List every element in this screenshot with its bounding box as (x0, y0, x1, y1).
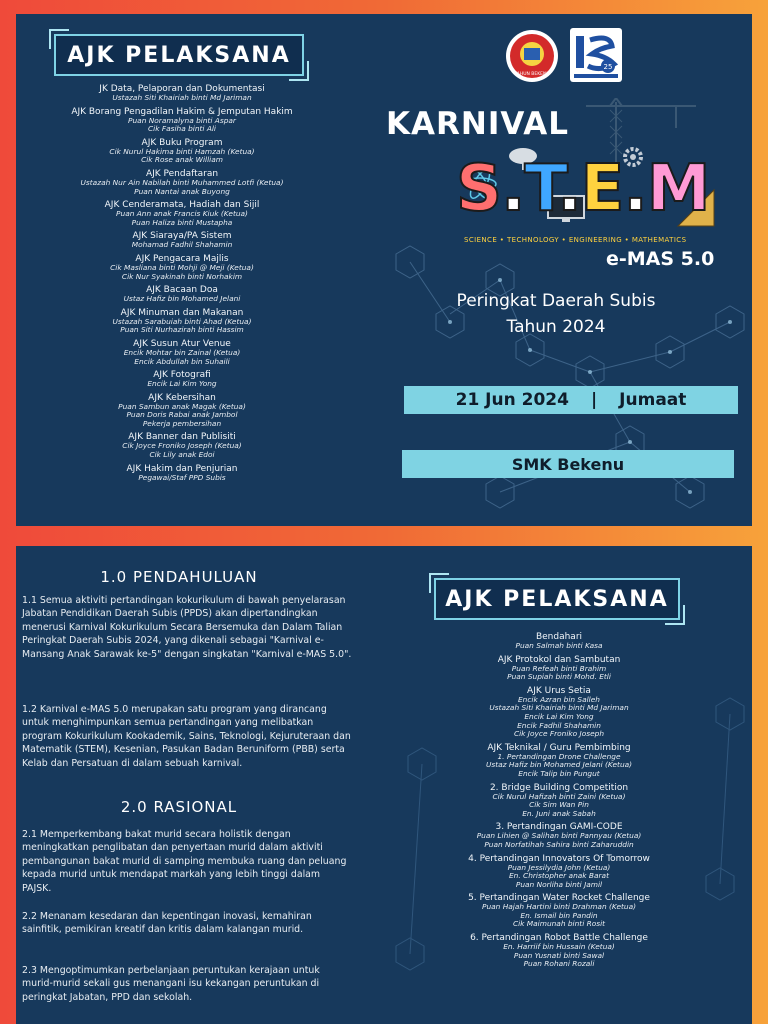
committee-group (32, 200, 332, 227)
committee-member: En. Ismail bin Pandin (520, 910, 598, 920)
committee-group (32, 138, 332, 165)
committee-title: AJK Protokol dan Sambutan (497, 654, 621, 665)
committee-group (32, 231, 332, 250)
committee-group (32, 169, 332, 196)
committee-title: AJK Susun Atur Venue (133, 338, 231, 349)
school-logo-text: TAHUN BEKENU (514, 72, 550, 77)
tahun-text: Tahun 2024 (506, 317, 606, 337)
school-logo (504, 28, 560, 84)
committee-member: Puan Refeah binti Brahim (511, 663, 607, 673)
committee-member: Puan Haliza binti Mustapha (131, 217, 233, 227)
committee-member: Puan Supiah binti Mohd. Etli (507, 672, 611, 682)
ajk-pelaksana-title: AJK PELAKSANA (434, 578, 680, 620)
committee-member: Cik Rose anak William (141, 155, 223, 165)
ppd-logo (570, 28, 622, 82)
committee-member: Cik Joyce Froniko Joseph (Ketua) (122, 441, 242, 451)
date-banner (404, 386, 738, 414)
committee-title: AJK Banner dan Publisiti (128, 432, 236, 443)
committee-title: AJK Kebersihan (148, 392, 216, 403)
committee-group (404, 822, 714, 849)
committee-group (32, 432, 332, 459)
committee-group (32, 370, 332, 389)
pendahuluan-heading: 1.0 PENDAHULUAN (100, 568, 258, 586)
committee-member: Ustazah Siti Khairiah binti Md Jariman (489, 703, 629, 713)
committee-member: Cik Sim Wan Pin (529, 800, 589, 810)
committee-list-front (32, 84, 332, 486)
committee-group (404, 783, 714, 819)
brochure-inside-panel (16, 546, 752, 1024)
committee-title: AJK Minuman dan Makanan (120, 307, 244, 318)
committee-member: Puan Noramalyna binti Aspar (128, 115, 236, 125)
committee-title: Bendahari (535, 632, 583, 642)
committee-title: 5. Pertandingan Water Rocket Challenge (468, 893, 650, 904)
committee-group (32, 308, 332, 335)
committee-member: Puan Norfatihah Sahira binti Zaharuddin (484, 839, 634, 849)
committee-member: Mohamad Fadhil Shahamin (131, 240, 233, 250)
stem-letter: . (623, 152, 647, 226)
peringkat-text: Peringkat Daerah Subis (456, 291, 656, 311)
committee-member: Ustaz Hafiz bin Mohamed Jelani (123, 294, 241, 304)
committee-group (32, 393, 332, 429)
committee-member: Cik Nur Syakinah binti Norhakim (121, 271, 243, 281)
paragraph-2-2: 2.2 Menanam kesedaran dan kepentingan inovasi, kemahiran sainfitik, pemikiran kreatif dan kritis dalam kalangan murid. (22, 911, 312, 936)
committee-member: Cik Joyce Froniko Joseph (513, 729, 605, 739)
committee-group (32, 254, 332, 281)
event-level (436, 288, 676, 340)
committee-group (404, 655, 714, 682)
committee-title: AJK Teknikal / Guru Pembimbing (487, 742, 631, 753)
committee-member: Puan Ann anak Francis Kiuk (Ketua) (116, 209, 248, 219)
committee-group (404, 854, 714, 890)
emas-label: e-MAS 5.0 (606, 248, 715, 270)
ajk-pelaksana-title: AJK PELAKSANA (54, 34, 304, 76)
committee-title: AJK Borang Pengadilan Hakim & Jemputan Hakim (71, 106, 293, 117)
committee-group (404, 933, 714, 969)
committee-member: Ustazah Nur Ain Nabilah binti Muhammed Lotfi (Ketua) (80, 177, 284, 187)
committee-title: 3. Pertandingan GAMI-CODE (495, 822, 623, 833)
committee-title: AJK Pengacara Majlis (135, 253, 229, 264)
stem-letter: E (580, 152, 624, 226)
date-separator: | (590, 390, 598, 410)
committee-group (32, 464, 332, 483)
committee-member: Pekerja pembersihan (142, 418, 222, 428)
committee-member: Encik Lai Kim Yong (524, 711, 594, 721)
committee-title: AJK Urus Setia (527, 685, 591, 696)
committee-member: Puan Nantai anak Buyong (134, 186, 230, 196)
paragraph-2-1: 2.1 Memperkembang bakat murid secara holistik dengan meningkatkan penglibatan dan penyertaan murid dalam aktiviti pembangunan bakat murid di samping membuka ruang dan peluang kepada murid untuk mendapat markah yang lebih tinggi dalam PAJSK. (22, 829, 347, 894)
paragraph-1-1: 1.1 Semua aktiviti pertandingan kokurikulum di bawah penyelarasan Jabatan Pendidikan Daerah Subis (PPDS) akan dipertandingkan menerusi Karnival Kokurikulum Secara Bersemuka dan Dalam Talian Peringkat Daerah Subis 2024, yang dikenali sebagai "Karnival e-Mansang Anak Sarawak ke-5" dengan singkatan "Karnival e-MAS 5.0". (22, 595, 352, 660)
paragraph-1-2: 1.2 Karnival e-MAS 5.0 merupakan satu program yang dirancang untuk menghimpunkan semua pertandingan yang melibatkan program Kokurikulum Kookademik, Sains, Teknologi, Kejuruteraan dan Matematik (STEM), Kesenian, Pasukan Badan Beruniform (PBB) serta Kelab dan Persatuan di dalam sebuah karnival. (22, 704, 351, 769)
committee-title: AJK Fotografi (153, 370, 211, 381)
committee-member: Cik Maimunah binti Rosit (512, 919, 606, 929)
stem-letter: S (456, 152, 502, 226)
committee-title: AJK Pendaftaran (145, 168, 219, 179)
stem-letter: T (524, 152, 558, 226)
committee-title: JK Data, Pelaporan dan Dokumentasi (99, 84, 265, 94)
committee-member: Encik Azran bin Salleh (518, 694, 600, 704)
committee-member: Cik Nurul Hafizah binti Zaini (Ketua) (492, 791, 626, 801)
stem-letter: . (557, 152, 581, 226)
committee-group (32, 285, 332, 304)
ppd-logo-number: 25 (603, 63, 613, 71)
committee-group (32, 339, 332, 366)
committee-member: En. Juni anak Sabah (522, 808, 596, 818)
stem-letter: . (501, 152, 525, 226)
committee-member: Puan Sambun anak Magak (Ketua) (118, 401, 246, 411)
committee-member: Cik Fasiha binti Ali (148, 124, 216, 134)
committee-member: Pegawai/Staf PPD Subis (138, 472, 226, 482)
stem-letter: M (646, 152, 710, 226)
event-day: Jumaat (619, 390, 687, 410)
karnival-heading: KARNIVAL (386, 106, 569, 142)
committee-member: Puan Salmah binti Kasa (515, 641, 603, 650)
rasional-heading: 2.0 RASIONAL (120, 798, 238, 816)
committee-member: Puan Lihien @ Salihan binti Pannyau (Ketua) (476, 831, 642, 841)
committee-member: En. Christopher anak Barat (508, 871, 609, 881)
committee-group (32, 84, 332, 103)
committee-member: Puan Jessilydia John (Ketua) (507, 862, 611, 872)
committee-group (404, 893, 714, 929)
committee-member: 1. Pertandingan Drone Challenge (497, 751, 621, 761)
committee-title: AJK Siaraya/PA Sistem (132, 231, 232, 242)
committee-member: Puan Doris Rabai anak Jambol (126, 410, 238, 420)
stem-wordmark (456, 152, 709, 226)
committee-list-inside (404, 632, 714, 973)
committee-member: Puan Yusnati binti Sawal (513, 950, 605, 960)
committee-title: AJK Buku Program (141, 137, 223, 148)
committee-member: Ustazah Sarabuiah binti Ahad (Ketua) (112, 316, 252, 326)
committee-member: Puan Rohani Rozali (523, 959, 595, 969)
committee-title: AJK Bacaan Doa (146, 285, 218, 296)
committee-member: Puan Hajah Hartini binti Drahman (Ketua) (481, 902, 636, 912)
committee-title: 4. Pertandingan Innovators Of Tomorrow (468, 853, 650, 864)
committee-title: 2. Bridge Building Competition (489, 782, 629, 793)
event-date: 21 Jun 2024 (455, 390, 569, 410)
committee-member: Encik Lai Kim Yong (147, 379, 217, 389)
paragraph-2-3: 2.3 Mengoptimumkan perbelanjaan peruntukan kerajaan untuk murid-murid sekali gus menangani isu kekangan peruntukan di peringkat Jabatan, PPD dan sekolah. (22, 965, 320, 1003)
committee-member: Cik Masliana binti Mohji @ Meji (Ketua) (110, 262, 254, 272)
committee-member: Ustaz Hafiz bin Mohamed Jelani (Ketua) (485, 760, 633, 770)
committee-member: Puan Siti Nurhazirah binti Hassim (120, 325, 244, 335)
committee-member: Encik Abdullah bin Suhaili (134, 356, 230, 366)
committee-member: En. Harriif bin Hussain (Ketua) (503, 942, 615, 952)
committee-title: AJK Hakim dan Penjurian (126, 463, 238, 474)
committee-title: 6. Pertandingan Robot Battle Challenge (470, 933, 648, 944)
committee-member: Encik Fadhil Shahamin (517, 720, 601, 730)
committee-group (404, 686, 714, 739)
venue-banner: SMK Bekenu (402, 450, 734, 478)
committee-member: Ustazah Siti Khairiah binti Md Jariman (112, 93, 252, 102)
committee-member: Encik Mohtar bin Zainal (Ketua) (123, 347, 241, 357)
brochure-front-panel (16, 14, 752, 526)
committee-member: Cik Nurul Hakima binti Hamzah (Ketua) (109, 146, 255, 156)
committee-title: AJK Cenderamata, Hadiah dan Sijil (104, 200, 260, 211)
committee-group (404, 632, 714, 651)
committee-group (32, 107, 332, 134)
committee-group (404, 743, 714, 779)
committee-member: Puan Norliha binti Jamil (515, 879, 603, 889)
committee-member: Cik Lily anak Edoi (149, 450, 215, 460)
committee-member: Encik Talip bin Pungut (518, 768, 600, 778)
stem-subtitle: SCIENCE • TECHNOLOGY • ENGINEERING • MATHEMATICS (464, 236, 687, 244)
